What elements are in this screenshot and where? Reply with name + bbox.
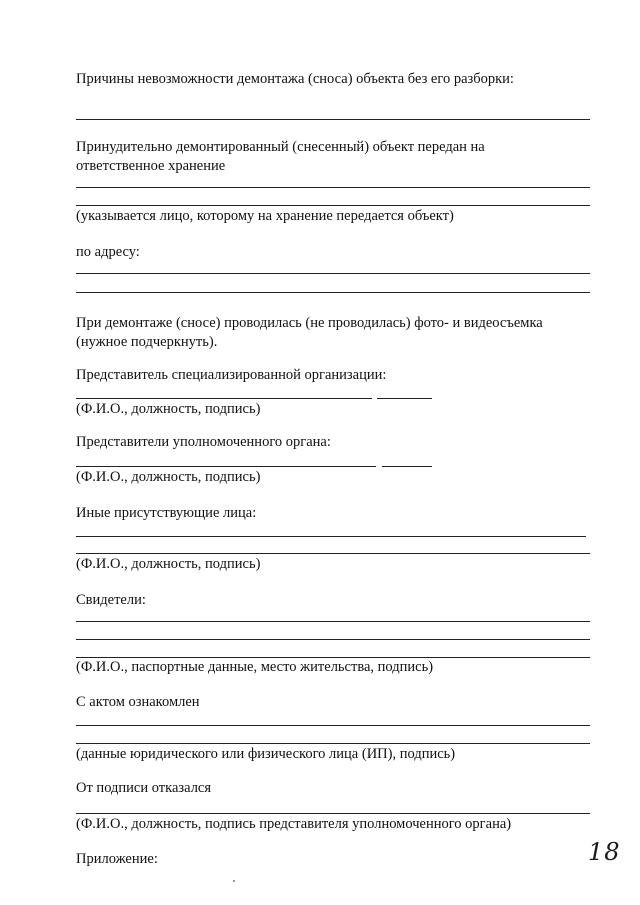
others-hint: (Ф.И.О., должность, подпись) xyxy=(76,556,261,572)
specialized-org-name-line[interactable] xyxy=(76,398,372,399)
refused-field-line[interactable] xyxy=(76,813,590,814)
witnesses-hint: (Ф.И.О., паспортные данные, место жительства, подпись) xyxy=(76,659,434,675)
specialized-org-label: Представитель специализированной организации: xyxy=(76,367,387,383)
transfer-label-line1: Принудительно демонтированный (снесенный) объект передан на xyxy=(76,139,485,155)
others-field-line-2[interactable] xyxy=(76,553,590,554)
page-number: 18 xyxy=(588,838,621,866)
address-field-line-1[interactable] xyxy=(76,273,590,274)
acquainted-label: С актом ознакомлен xyxy=(76,694,200,710)
photo-note-line1: При демонтаже (сносе) проводилась (не проводилась) фото- и видеосъемка xyxy=(76,315,543,331)
authorized-body-label: Представители уполномоченного органа: xyxy=(76,434,331,450)
authorized-body-sign-line[interactable] xyxy=(382,466,432,467)
transfer-field-line-2[interactable] xyxy=(76,205,590,206)
address-field-line-2[interactable] xyxy=(76,292,590,293)
witnesses-field-line-2[interactable] xyxy=(76,639,590,640)
refused-hint: (Ф.И.О., должность, подпись представителя уполномоченного органа) xyxy=(76,816,512,832)
specialized-org-sign-line[interactable] xyxy=(377,398,432,399)
acquainted-hint: (данные юридического или физического лица (ИП), подпись) xyxy=(76,746,456,762)
acquainted-field-line-2[interactable] xyxy=(76,743,590,744)
refused-label: От подписи отказался xyxy=(76,780,212,796)
transfer-hint: (указывается лицо, которому на хранение передается объект) xyxy=(76,208,454,224)
authorized-body-hint: (Ф.И.О., должность, подпись) xyxy=(76,469,261,485)
others-label: Иные присутствующие лица: xyxy=(76,505,257,521)
specialized-org-hint: (Ф.И.О., должность, подпись) xyxy=(76,401,261,417)
address-label: по адресу: xyxy=(76,244,140,260)
witnesses-label: Свидетели: xyxy=(76,592,146,608)
transfer-field-line-1[interactable] xyxy=(76,187,590,188)
reasons-label: Причины невозможности демонтажа (сноса) объекта без его разборки: xyxy=(76,71,514,87)
transfer-label-line2: ответственное хранение xyxy=(76,158,226,174)
photo-note-line2: (нужное подчеркнуть). xyxy=(76,334,218,350)
acquainted-field-line-1[interactable] xyxy=(76,725,590,726)
scan-speck xyxy=(233,880,235,882)
attachment-label: Приложение: xyxy=(76,851,158,867)
authorized-body-name-line[interactable] xyxy=(76,466,376,467)
reasons-field-line[interactable] xyxy=(76,119,590,120)
witnesses-field-line-1[interactable] xyxy=(76,621,590,622)
others-field-line-1[interactable] xyxy=(76,536,586,537)
